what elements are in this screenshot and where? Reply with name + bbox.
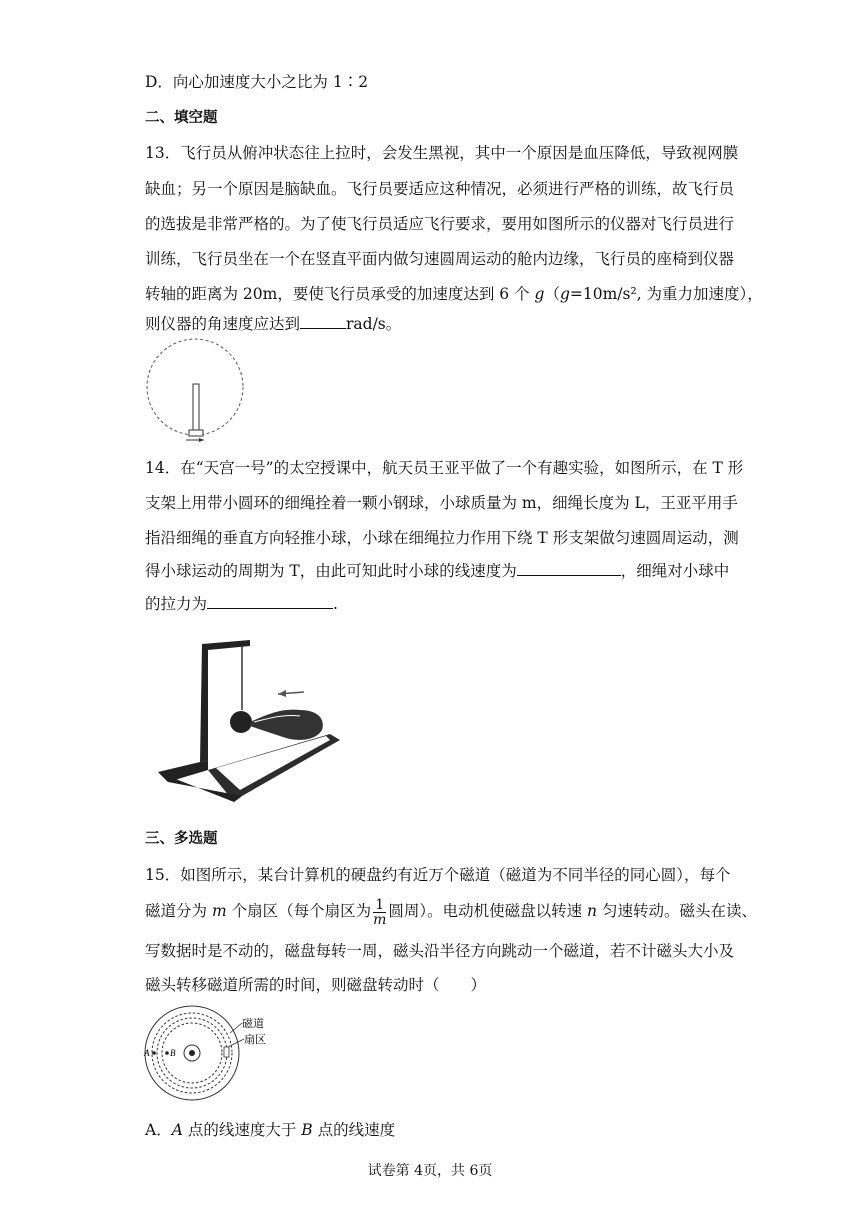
- q13-line-2: 缺血；另一个原因是脑缺血。飞行员要适应这种情况，必须进行严格的训练，故飞行员: [145, 180, 735, 198]
- section-heading-fill-blank: 二、填空题: [145, 110, 218, 126]
- section-heading-multiple-choice: 三、多选题: [145, 831, 218, 847]
- q13-line-6: 则仪器的角速度应达到 rad/s。: [145, 315, 402, 333]
- page-footer: 试卷第 4页，共 6页: [367, 1163, 493, 1179]
- label-track: 磁道: [242, 1018, 264, 1030]
- q13-line-4: 训练，飞行员坐在一个在竖直平面内做匀速圆周运动的舱内边缘，飞行员的座椅到仪器: [145, 250, 735, 268]
- label-sector: 扇区: [244, 1034, 266, 1046]
- option-d: D．向心加速度大小之比为 1∶2: [145, 73, 369, 91]
- hard-disk-figure: [140, 1003, 280, 1103]
- q13-line-5: 转轴的距离为 20m，要使飞行员承受的加速度达到 6 个 g（g=10m/s², 为重力加速度），: [145, 285, 763, 303]
- q14-line-4: 得小球运动的周期为 T，由此可知此时小球的线速度为 ，细绳对小球中: [145, 562, 730, 580]
- fraction: $\frac{1}{m}$: [373, 896, 387, 928]
- t-stand-figure: [150, 630, 355, 810]
- q14-line-2: 支架上用带小圆环的细绳拴着一颗小钢球，小球质量为 m，细绳长度为 L，王亚平用手: [145, 494, 738, 512]
- q14-line-1: 14．在“天宫一号”的太空授课中，航天员王亚平做了一个有趣实验，如图所示，在 T 形: [145, 459, 744, 477]
- answer-blank[interactable]: [517, 561, 621, 576]
- centrifuge-figure: [140, 338, 250, 444]
- answer-blank[interactable]: [207, 594, 333, 609]
- q15-line-1: 15．如图所示，某台计算机的硬盘约有近万个磁道（磁道为不同半径的同心圆），每个: [145, 866, 731, 884]
- q13-line-3: 的选拔是非常严格的。为了使飞行员适应飞行要求，要用如图所示的仪器对飞行员进行: [145, 215, 735, 233]
- label-b: B: [170, 1048, 176, 1058]
- q15-line-2: 磁道分为 m 个扇区（每个扇区为 $\frac{1}{m}$ 圆周）。电动机使磁盘以转速 n 匀速转动。磁头在读、: [145, 896, 757, 928]
- q15-line-3: 写数据时是不动的，磁盘每转一周，磁头沿半径方向跳动一个磁道，若不计磁头大小及: [145, 942, 735, 960]
- q15-line-4: 磁头转移磁道所需的时间，则磁盘转动时（ ）: [145, 976, 487, 994]
- q13-line-1: 13．飞行员从俯冲状态往上拉时，会发生黑视，其中一个原因是血压降低，导致视网膜: [145, 144, 739, 162]
- q14-line-5: 的拉力为 .: [145, 595, 338, 613]
- answer-blank[interactable]: [300, 314, 346, 329]
- q14-line-3: 指沿细绳的垂直方向轻推小球，小球在细绳拉力作用下绕 T 形支架做匀速圆周运动，测: [145, 529, 739, 547]
- option-a: A．A 点的线速度大于 B 点的线速度: [145, 1121, 396, 1139]
- label-a: A: [144, 1048, 150, 1058]
